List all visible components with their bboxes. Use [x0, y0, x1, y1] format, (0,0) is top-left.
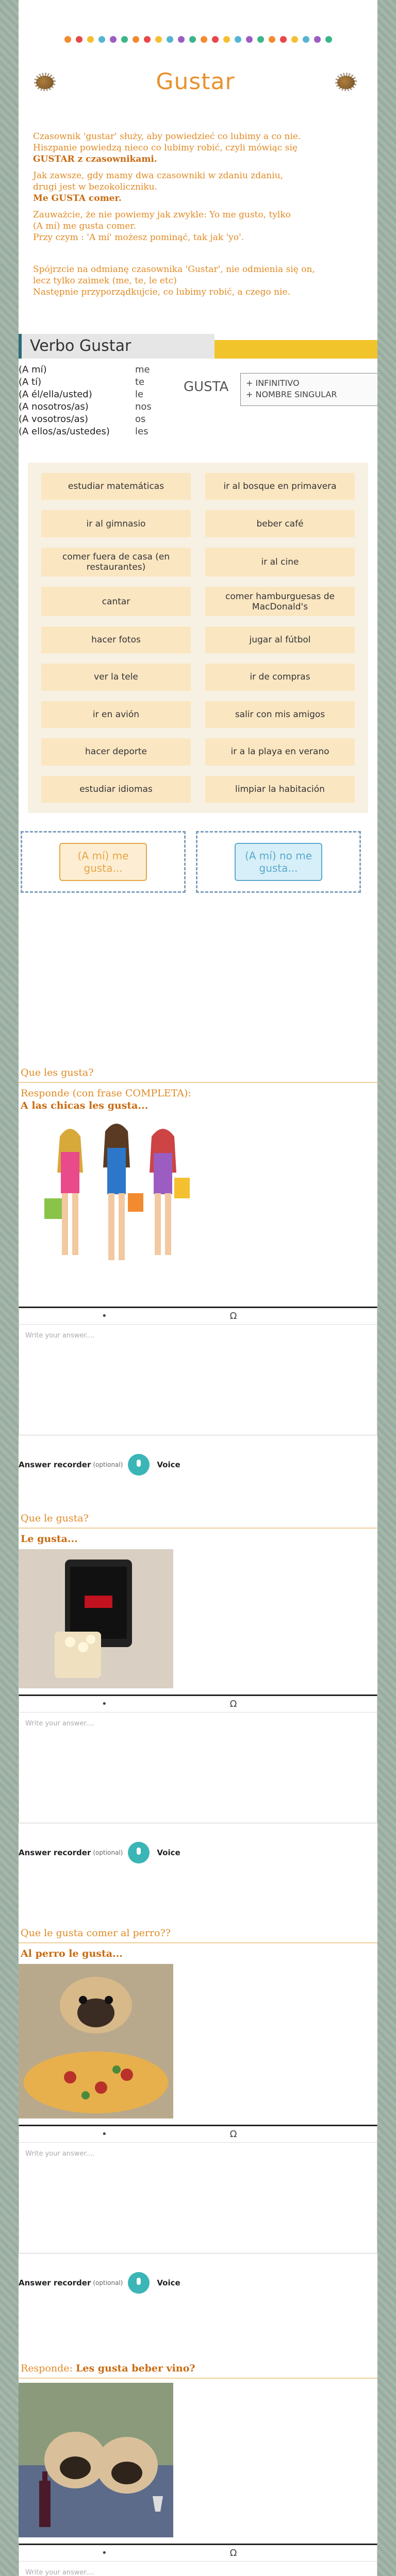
decorative-dot	[98, 36, 105, 43]
decorative-dot	[269, 36, 275, 43]
omega-button[interactable]: Ω	[229, 2129, 237, 2140]
decorative-dot	[167, 36, 173, 43]
object-pronoun: te	[135, 377, 145, 387]
verbo-title: Verbo Gustar	[19, 334, 214, 359]
intro-line: Następnie przyporządkujcie, co lubimy robić, a czego nie.	[33, 287, 290, 297]
answer-field[interactable]: Write your answer....	[19, 1712, 377, 1823]
decorative-dot	[212, 36, 219, 43]
drop-targets	[21, 831, 377, 893]
decorative-dot	[257, 36, 264, 43]
answer-prompt: A las chicas les gusta...	[21, 1100, 148, 1111]
activity-card[interactable]: hacer deporte	[41, 738, 191, 765]
activity-card[interactable]: estudiar matemáticas	[41, 473, 191, 500]
question-block-2	[19, 1512, 377, 1863]
pugs-wine-photo	[19, 2383, 173, 2537]
question-text: Que le gusta?	[21, 1513, 89, 1524]
activity-card[interactable]: ver la tele	[41, 664, 191, 690]
shopping-girls-illustration	[39, 1116, 194, 1281]
divider	[19, 2378, 377, 2379]
microphone-icon[interactable]	[128, 1454, 150, 1476]
recorder-optional: (optional)	[93, 2279, 123, 2286]
pronoun: (A nosotros/as)	[19, 401, 89, 412]
hedgehog-icon	[34, 73, 56, 91]
answer-toolbar	[19, 1694, 377, 1712]
activity-card[interactable]: ir en avión	[41, 701, 191, 728]
no-me-gusta-bubble: (A mí) no me gusta...	[235, 843, 322, 881]
activity-card[interactable]: jugar al fútbol	[205, 626, 355, 653]
activity-card[interactable]: comer fuera de casa (en restaurantes)	[41, 548, 191, 577]
activities-grid	[28, 463, 368, 813]
rule-nombre: + NOMBRE SINGULAR	[246, 389, 337, 399]
decorative-dot	[121, 36, 128, 43]
decorative-dot	[110, 36, 117, 43]
question-text: Que le gusta comer al perro??	[21, 1927, 171, 1939]
voice-label: Voice	[157, 1460, 180, 1469]
intro-line: Przy czym : 'A mí' możesz pominąć, tak jak 'yo'.	[33, 232, 244, 243]
question-block-3	[19, 1927, 377, 2294]
object-pronoun: le	[135, 389, 144, 400]
activity-card[interactable]: beber café	[205, 510, 355, 537]
decorative-dot	[189, 36, 196, 43]
divider	[19, 1082, 377, 1083]
gusta-label: GUSTA	[184, 379, 229, 395]
drop-zone-me-gusta[interactable]	[21, 831, 186, 893]
decorative-dot	[246, 36, 253, 43]
microphone-icon[interactable]	[128, 1842, 150, 1863]
recorder-optional: (optional)	[93, 1849, 123, 1856]
answer-toolbar	[19, 1307, 377, 1324]
object-pronoun: os	[135, 414, 146, 425]
activity-card[interactable]: ir al gimnasio	[41, 510, 191, 537]
question-hint: Responde:	[21, 2363, 73, 2374]
answer-recorder	[19, 2272, 377, 2294]
answer-toolbar	[19, 2125, 377, 2142]
decorative-dot	[64, 36, 71, 43]
intro-line: GUSTAR z czasownikami.	[33, 154, 157, 164]
decorative-dot	[133, 36, 139, 43]
voice-label: Voice	[157, 2278, 180, 2287]
bullet-button[interactable]: •	[102, 2129, 107, 2140]
question-block-1	[19, 1066, 377, 1476]
popcorn-netflix-photo	[19, 1549, 173, 1688]
object-pronoun-column	[135, 364, 152, 438]
question-text: Que les gusta?	[21, 1067, 94, 1078]
activity-card[interactable]: comer hamburguesas de MacDonald's	[205, 587, 355, 616]
omega-button[interactable]: Ω	[229, 1311, 237, 1321]
colored-dots-row	[19, 0, 377, 43]
answer-prompt: Les gusta beber vino?	[76, 2363, 195, 2374]
object-pronoun: les	[135, 426, 148, 437]
bullet-button[interactable]: •	[102, 1311, 107, 1321]
answer-prompt: Le gusta...	[21, 1533, 78, 1545]
decorative-dot	[178, 36, 185, 43]
recorder-label: Answer recorder	[19, 2278, 91, 2287]
yellow-bar	[189, 340, 377, 359]
verbo-gustar-table	[19, 334, 377, 452]
recorder-label: Answer recorder	[19, 1848, 91, 1857]
question-hint: Responde (con frase COMPLETA):	[21, 1088, 191, 1099]
omega-button[interactable]: Ω	[229, 2548, 237, 2558]
pronoun: (A mí)	[19, 364, 47, 375]
decorative-dot	[223, 36, 230, 43]
divider	[19, 1942, 377, 1943]
decorative-dot	[325, 36, 332, 43]
activity-card[interactable]: ir a la playa en verano	[205, 738, 355, 765]
question-block-4	[19, 2362, 377, 2576]
activity-card[interactable]: ir al bosque en primavera	[205, 473, 355, 500]
decorative-dot	[144, 36, 151, 43]
pronoun: (A tí)	[19, 377, 42, 387]
intro-line: lecz tylko zaimek (me, te, le etc)	[33, 276, 177, 286]
decorative-dot	[303, 36, 309, 43]
voice-label: Voice	[157, 1848, 180, 1857]
drop-zone-no-me-gusta[interactable]	[196, 831, 361, 893]
worksheet-page	[19, 0, 377, 2576]
intro-line: Czasownik 'gustar' służy, aby powiedzieć co lubimy a co nie.	[33, 131, 301, 142]
decorative-dot	[201, 36, 207, 43]
answer-field[interactable]: Write your answer....	[19, 1324, 377, 1435]
intro-line: drugi jest w bezokoliczniku.	[33, 182, 157, 192]
bullet-button[interactable]: •	[102, 2548, 107, 2558]
pronoun: (A ellos/as/ustedes)	[19, 426, 110, 437]
me-gusta-bubble: (A mí) me gusta...	[59, 843, 147, 881]
intro-line: (A mí) me gusta comer.	[33, 221, 137, 231]
activity-card[interactable]: cantar	[41, 587, 191, 616]
page-title: Gustar	[156, 69, 235, 95]
intro-text	[19, 95, 377, 298]
answer-prompt: Al perro le gusta...	[21, 1948, 123, 1959]
recorder-label: Answer recorder	[19, 1460, 91, 1469]
gusta-rule-box	[240, 373, 377, 406]
hedgehog-icon	[335, 73, 357, 91]
activity-card[interactable]: ir al cine	[205, 548, 355, 577]
decorative-dot	[280, 36, 287, 43]
activity-card[interactable]: hacer fotos	[41, 626, 191, 653]
intro-line: Jak zawsze, gdy mamy dwa czasowniki w zdaniu zdaniu,	[33, 171, 284, 181]
decorative-dot	[314, 36, 321, 43]
pug-pizza-photo	[19, 1964, 173, 2119]
decorative-dot	[87, 36, 94, 43]
activity-card[interactable]: estudiar idiomas	[41, 776, 191, 803]
answer-toolbar	[19, 2544, 377, 2561]
divider	[19, 1528, 377, 1529]
activity-card[interactable]: salir con mis amigos	[205, 701, 355, 728]
decorative-dot	[291, 36, 298, 43]
pronoun: (A vosotros/as)	[19, 414, 89, 425]
title-row	[19, 43, 377, 95]
intro-line: Hiszpanie powiedzą nieco co lubimy robić, czyli mówiąc się	[33, 143, 298, 153]
answer-recorder	[19, 1454, 377, 1476]
recorder-optional: (optional)	[93, 1461, 123, 1468]
object-pronoun: nos	[135, 401, 152, 412]
decorative-dot	[76, 36, 82, 43]
rule-infinitivo: + INFINITIVO	[246, 378, 300, 388]
intro-line: Spójrzcie na odmianę czasownika 'Gustar', nie odmienia się on,	[33, 264, 315, 275]
intro-line: Zauważcie, że nie powiemy jak zwykle: Yo me gusto, tylko	[33, 210, 291, 220]
activity-card[interactable]: ir de compras	[205, 664, 355, 690]
intro-line: Me GUSTA comer.	[33, 193, 122, 204]
omega-button[interactable]: Ω	[229, 1699, 237, 1709]
answer-field[interactable]: Write your answer....	[19, 2561, 377, 2576]
object-pronoun: me	[135, 364, 150, 375]
pronoun-column	[19, 364, 110, 438]
answer-recorder	[19, 1842, 377, 1863]
pronoun: (A él/ella/usted)	[19, 389, 92, 400]
decorative-dot	[155, 36, 162, 43]
activity-card[interactable]: limpiar la habitación	[205, 776, 355, 803]
microphone-icon[interactable]	[128, 2272, 150, 2294]
bullet-button[interactable]: •	[102, 1699, 107, 1709]
answer-field[interactable]: Write your answer....	[19, 2142, 377, 2253]
decorative-dot	[235, 36, 241, 43]
